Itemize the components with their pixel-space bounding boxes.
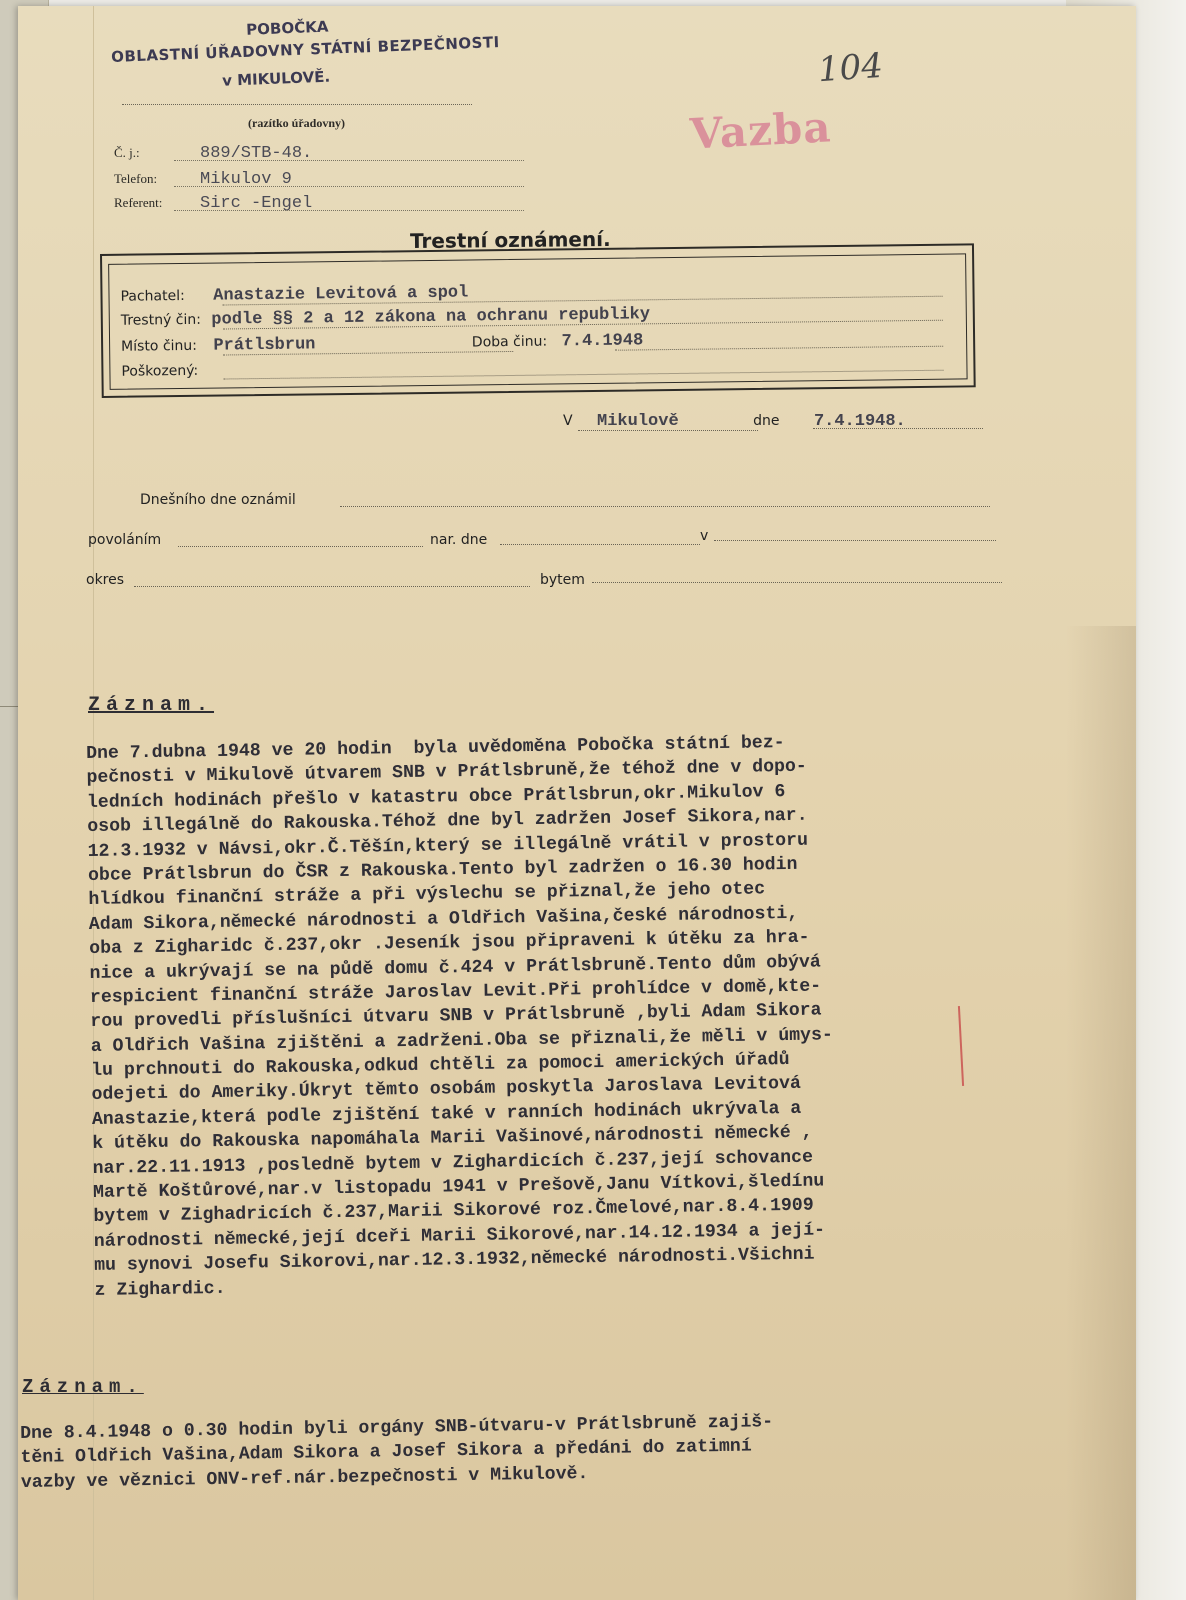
text-line: nice a ukrývají se na půdě domu č.424 v Prátlsbruně.Tento dům obývá (89, 952, 821, 984)
referent-label: Referent: (114, 195, 163, 210)
cj-label: Č. j.: (114, 145, 140, 160)
record-1-text (86, 732, 837, 1305)
poskozeny-row (121, 363, 198, 380)
misto-value: Prátlsbrun (213, 335, 316, 356)
reference-number-row (114, 144, 312, 163)
text-line: mu synovi Josefu Sikorovi,nar.12.3.1932,německé národnosti.Všichni (94, 1244, 815, 1277)
text-line: Dne 8.4.1948 o 0.30 hodin byli orgány SNB-útvaru-v Prátlsbruně zajiš- (20, 1412, 774, 1444)
stamp-caption: (razítko úřadovny) (248, 116, 345, 130)
telefon-value: Mikulov 9 (200, 170, 292, 189)
text-line: Martě Koštůrové,nar.v listopadu 1941 v Prešově,Janu Vítkovi,šledínu (92, 1171, 825, 1203)
doba-label: Doba činu: (471, 333, 548, 351)
text-line: 12.3.1932 v Návsi,okr.Č.Těšín,který se illegálně vrátil v prostoru (87, 830, 809, 862)
office-stamp (110, 11, 503, 116)
text-line: hlídkou finanční stráže a při výslechu se přiznal,že jeho otec (88, 879, 766, 911)
doba-value: 7.4.1948 (561, 331, 644, 352)
text-line: vazby ve věznici ONV-ref.nár.bezpečnosti v Mikulově. (20, 1463, 589, 1493)
text-line: rou provedli příslušníci útvaru SNB v Prátlsbruně ,byli Adam Sikora (90, 1000, 822, 1033)
date-dne-label: dne (753, 413, 780, 429)
text-line: pečnosti v Mikulově útvarem SNB v Prátlsbruně,že téhož dne v dopo- (86, 757, 807, 789)
vazba-stamp: Vazba (688, 102, 833, 159)
povolanim-label: povoláním (88, 532, 162, 548)
stamp-line-1: POBOČKA (245, 17, 329, 39)
text-line: nar.22.11.1913 ,posledně bytem v Zighardicích č.237,její schovance (92, 1147, 814, 1179)
okres-label: okres (86, 572, 125, 588)
telefon-row (114, 170, 292, 189)
record-2-heading: Záznam. (22, 1376, 144, 1398)
trestny-cin-value: podle §§ 2 a 12 zákona na ochranu republiky (211, 305, 651, 330)
text-line: oba z Zigharidc č.237,okr .Jeseník jsou připraveni k útěku za hra- (89, 927, 810, 960)
text-line: Dne 7.dubna 1948 ve 20 hodin byla uvědoměna Pobočka státní bez- (86, 733, 785, 764)
text-line: obce Prátlsbrun do ČSR z Rakouska.Tento byl zadržen o 16.30 hodin (87, 854, 798, 886)
place-v-label: V (563, 413, 573, 429)
text-line: a Oldřich Vašina zjištěni a zadrženi.Oba se přiznali,že měli v úmys- (90, 1024, 833, 1057)
page-number: 104 (816, 45, 885, 91)
text-line: těni Oldřich Vašina,Adam Sikora a Josef Sikora a předáni do zatimní (20, 1436, 752, 1469)
nar-dne-label: nar. dne (430, 532, 488, 548)
text-line: bytem v Zighadricích č.237,Marii Sikorové roz.Čmelové,nar.8.4.1909 (93, 1196, 814, 1228)
bytem-label: bytem (540, 572, 585, 588)
text-line: národnosti německé,její dceři Marii Sikorové,nar.14.12.1934 a její- (93, 1220, 826, 1252)
text-line: z Zighardic. (94, 1278, 226, 1301)
document-page (18, 6, 1136, 1600)
text-line: ledních hodinách přešlo v katastru obce Prátlsbrun,okr.Mikulov 6 (86, 781, 786, 813)
birthplace-v-label: v (700, 528, 709, 544)
date-value: 7.4.1948. (813, 412, 906, 431)
referent-row (114, 194, 312, 213)
red-margin-mark (958, 1006, 964, 1086)
referent-value: Sirc -Engel (200, 194, 313, 213)
telefon-label: Telefon: (114, 171, 158, 186)
text-line: respicient finanční stráže Jaroslav Levit.Při prohlídce v domě,kte- (89, 976, 822, 1008)
text-line: odejeti do Ameriky.Úkryt těmto osobám poskytla Jaroslava Levitová (91, 1074, 802, 1106)
text-line: Anastazie,která podle zjištění také v ranních hodinách ukrývala a (91, 1098, 802, 1130)
pachatel-label: Pachatel: (120, 287, 185, 305)
trestny-cin-label: Trestný čin: (120, 311, 202, 329)
pachatel-value: Anastazie Levitová a spol (213, 283, 469, 306)
document-title: Trestní oznámení. (409, 226, 611, 254)
paper-fold (1066, 626, 1136, 1600)
stamp-line-3: v MIKULOVĚ. (221, 67, 331, 90)
case-box (100, 243, 976, 398)
text-line: osob illegálně do Rakouska.Téhož dne byl zadržen Josef Sikora,nar. (87, 805, 808, 838)
misto-label: Místo činu: (121, 337, 198, 355)
reporter-row: Dnešního dne oznámil (140, 492, 296, 508)
cj-value: 889/STB-48. (200, 144, 313, 163)
text-line: k útěku do Rakouska napomáhala Marii Vašinové,národnosti německé , (92, 1122, 813, 1155)
poskozeny-label: Poškozený: (121, 362, 199, 380)
place-value: Mikulově (597, 412, 679, 431)
record-1-heading: Záznam. (88, 694, 215, 717)
text-line: Adam Sikora,německé národnosti a Oldřich Vašina,české národnosti, (88, 903, 799, 935)
text-line: lu prchnouti do Rakouska,odkud chtěli za pomoci amerických úřadů (90, 1050, 790, 1082)
stamp-underline (122, 104, 472, 105)
stamp-line-2: OBLASTNÍ ÚŘADOVNY STÁTNÍ BEZPEČNOSTI (110, 33, 501, 66)
record-2-text (20, 1412, 774, 1497)
